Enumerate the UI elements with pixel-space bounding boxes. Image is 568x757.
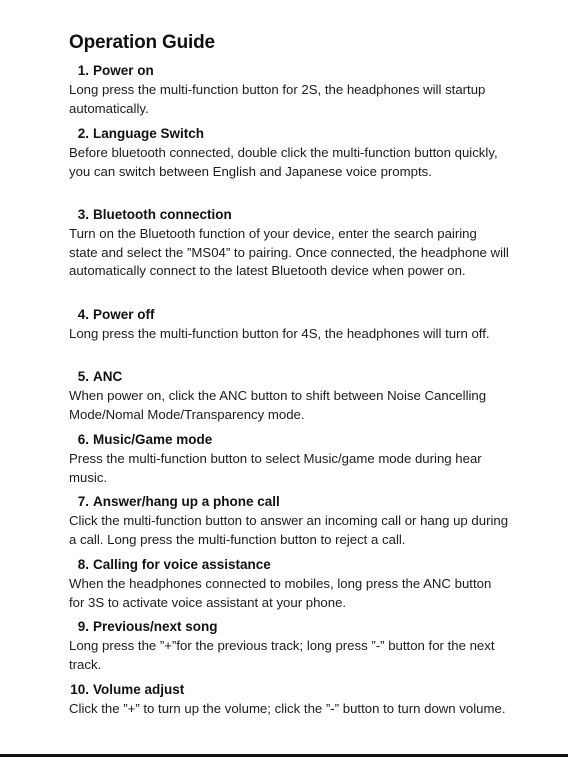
section-bluetooth-connection (69, 206, 509, 281)
section-number: 10. (70, 682, 89, 697)
section-volume-adjust (69, 681, 509, 719)
section-number: 7. (77, 494, 89, 509)
section-title: Answer/hang up a phone call (93, 494, 280, 509)
section-heading (69, 368, 509, 386)
section-anc (69, 368, 509, 424)
section-music-game-mode (69, 431, 509, 487)
section-heading (69, 206, 509, 224)
section-heading (69, 681, 509, 699)
section-title: Calling for voice assistance (93, 557, 271, 572)
section-heading (69, 618, 509, 636)
section-body: Click the ”+” to turn up the volume; click the ”-” button to turn down volume. (69, 701, 506, 716)
section-title: Power off (93, 307, 155, 322)
section-title: Bluetooth connection (93, 207, 232, 222)
section-heading (69, 556, 509, 574)
section-number: 6. (77, 432, 89, 447)
section-number: 9. (77, 619, 89, 634)
section-title: Volume adjust (93, 682, 185, 697)
section-heading (69, 431, 509, 449)
section-body: Long press the multi-function button for 2S, the headphones will startup automatically. (69, 82, 486, 116)
section-body: When the headphones connected to mobiles, long press the ANC button for 3S to activate voice assistant at your phone. (69, 576, 492, 610)
section-title: ANC (93, 369, 123, 384)
section-power-on (69, 62, 509, 118)
section-body: Before bluetooth connected, double click the multi-function button quickly, you can switch between English and Japanese voice prompts. (69, 145, 498, 179)
section-title: Language Switch (93, 126, 205, 141)
section-title: Power on (93, 63, 154, 78)
section-body: Turn on the Bluetooth function of your device, enter the search pairing state and select the ”MS04” to pairing. Once connected, the headphone will automatically connect to the latest Bluetooth device when power on. (69, 226, 509, 279)
section-heading (69, 493, 514, 511)
section-language-switch (69, 125, 509, 181)
section-body: When power on, click the ANC button to shift between Noise Cancelling Mode/Nomal Mode/Transparency mode. (69, 388, 487, 422)
section-number: 2. (77, 126, 89, 141)
section-title: Music/Game mode (93, 432, 213, 447)
section-title: Previous/next song (93, 619, 218, 634)
section-body: Press the multi-function button to select Music/game mode during hear music. (69, 451, 482, 485)
section-heading (69, 125, 509, 143)
section-number: 5. (77, 369, 89, 384)
section-power-off (69, 306, 509, 344)
section-body: Long press the ”+”for the previous track; long press ”-” button for the next track. (69, 638, 495, 672)
section-previous-next-song (69, 618, 509, 674)
page-title: Operation Guide (69, 32, 215, 53)
section-heading (69, 62, 509, 80)
section-body: Click the multi-function button to answer an incoming call or hang up during a call. Long press the multi-function button to reject a call. (69, 513, 509, 547)
section-body: Long press the multi-function button for 4S, the headphones will turn off. (69, 326, 490, 341)
section-number: 8. (77, 557, 89, 572)
section-heading (69, 306, 509, 324)
section-voice-assistance (69, 556, 509, 612)
section-number: 4. (77, 307, 89, 322)
section-answer-hang-up (69, 493, 514, 549)
section-number: 3. (77, 207, 89, 222)
section-number: 1. (77, 63, 89, 78)
